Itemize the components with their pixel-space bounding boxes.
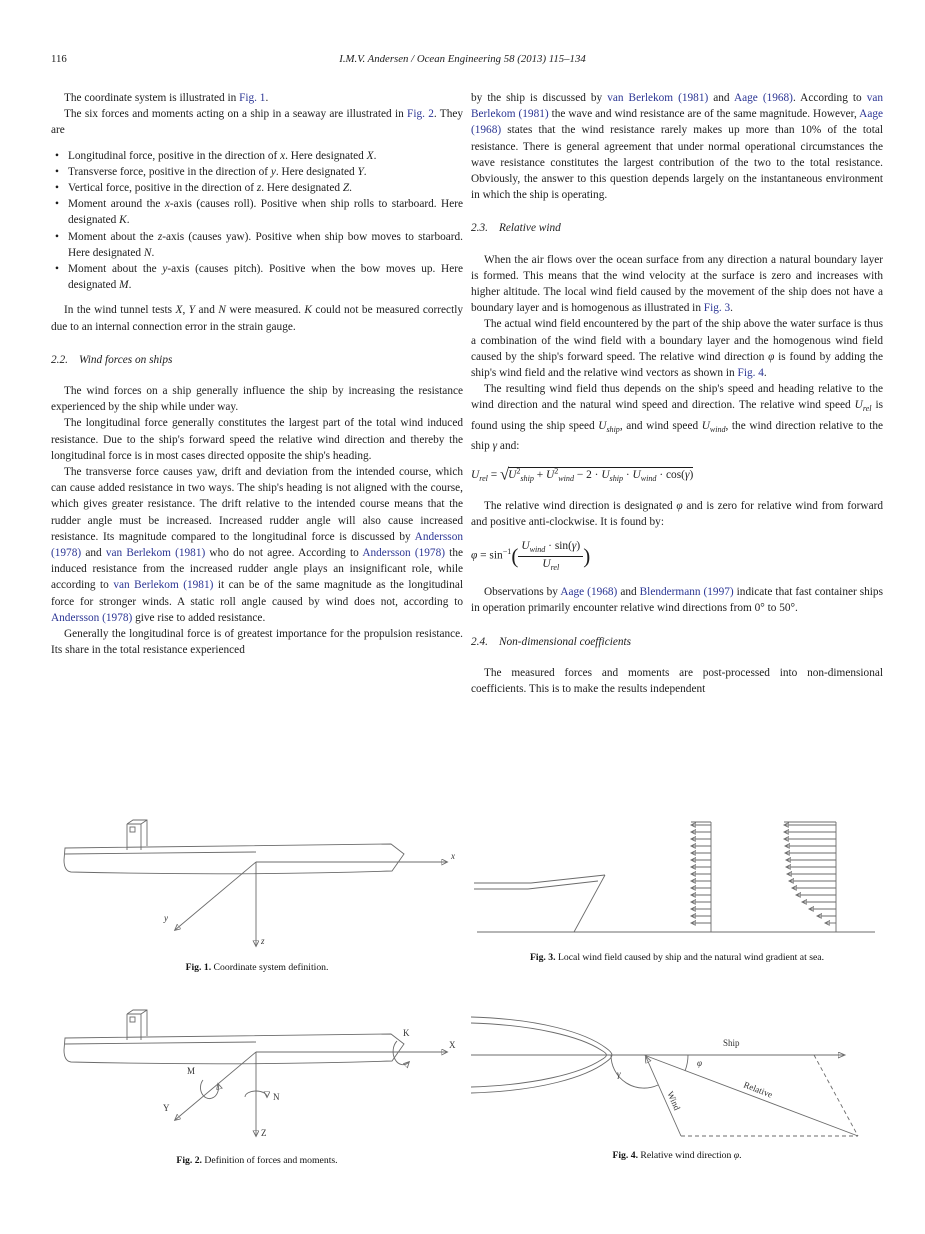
bullet-item: • Longitudinal force, positive in the direction of x. Here designated X. [51,148,463,164]
y-axis [175,862,256,930]
paragraph: The coordinate system is illustrated in Fig. 1. [64,92,269,104]
ref-van-berlekom-1981[interactable]: van Berlekom (1981) [113,579,214,592]
gamma-angle-label: γ [617,1069,621,1079]
axis-label-Z: Z [261,1128,267,1138]
paragraph: In the wind tunnel tests X, Y and N were measured. K could not be measured correctly due to an internal connection error in the strain gauge. [51,304,463,333]
equation-relative-wind-direction [471,539,883,573]
paragraph: Generally the longitudinal force is of greatest importance for the propulsion resistance. Its share in the total resistance experienced [51,628,463,657]
ship-deck-line [65,1042,256,1044]
ref-van-berlekom-1981[interactable]: van Berlekom (1981) [607,92,709,104]
roll-moment-arrow [393,1041,409,1065]
bullet-item: • Moment about the y-axis (causes pitch). Positive when the bow moves up. Here designated M. [51,261,463,293]
paragraph: The measured forces and moments are post-processed into non-dimensional coefficients. This is to make the results independent [471,666,883,696]
ref-fig-1[interactable]: Fig. 1 [239,92,266,104]
section-title: Wind forces on ships [78,353,173,366]
relative-vector-label: Relative [742,1079,774,1100]
gradient-wind-arrows [784,825,836,923]
ref-andersson-1978[interactable]: Andersson (1978) [362,547,445,560]
paragraph: The transverse force causes yaw, drift and deviation from the intended course, which can cause added resistance in two ways. The ship's heading is not aligned with the course, which gives greater resistance. The drift relative to the intended course means that the rudder angle must be increased. Increased rudder angle will also cause increased resistance. Its magnitude compared to the longitudinal force is discussed by Andersson (1978) and van Berlekom (1981) who do not agree. According to Andersson (1978) the induced resistance from the increased rudder angle plays an insignificant role, while according to van Berlekom (1981) it can be of the same magnitude as the longitudinal force for stronger winds. A static roll angle caused by wind does not, according to Andersson (1978) give rise to added resistance. [51,466,464,624]
figure-1 [51,810,463,974]
paragraph: Observations by Aage (1968) and Blendermann (1997) indicate that fast container ships in operation primarily encounter relative wind directions from 0° to 50°. [471,586,883,615]
left-column [51,90,463,659]
uniform-wind-arrows [691,825,711,923]
ref-fig-4[interactable]: Fig. 4 [737,367,764,380]
bullet-item: • Vertical force, positive in the direction of z. Here designated Z. [51,180,463,196]
page-number: 116 [51,53,67,65]
ship-hull-outline [64,844,404,874]
figure-1-diagram [51,810,463,955]
ship-bow-profile [474,875,605,932]
section-heading-2-4 [471,634,883,650]
bullet-list [51,148,463,294]
bullet-item: • Moment around the x-axis (causes roll). Positive when ship rolls to starboard. Here designated K. [51,196,463,228]
fraction-denominator: $U_{rel}$ [542,557,560,572]
ref-aage-1968[interactable]: Aage (1968) [560,586,618,599]
phi-angle-label: φ [697,1058,702,1068]
section-number: 2.4. [471,635,488,648]
section-number: 2.2. [51,353,68,366]
figure-2-diagram [51,1000,463,1148]
bullet-item: • Transverse force, positive in the direction of y. Here designated Y. [51,164,463,180]
running-title: I.M.V. Andersen / Ocean Engineering 58 (2013) 115–134 [339,53,586,65]
paragraph: The wind forces on a ship generally influence the ship by increasing the resistance experienced by the ship while under way. [51,385,463,414]
fraction [518,539,583,573]
pitch-moment-arrow [200,1080,218,1099]
axis-label-x: x [451,851,455,861]
section-title: Relative wind [498,222,561,235]
paragraph: The six forces and moments acting on a ship in a seaway are illustrated in Fig. 2. They are [51,108,464,137]
right-column [471,90,883,697]
open-paren: ( [511,544,519,569]
paragraph: by the ship is discussed by van Berlekom (1981) and Aage (1968). According to van Berlekom (1981) the wave and wind resistance are of the same magnitude. However, Aage (1968) states that the wind resistance rarely makes up more than 10% of the total resistance. There is general agreement that under normal operational circumstances the wave resistance constitutes the largest contribution of the two to the total resistance. Obviously, the answer to this question depends largely on the instantaneous environment in which the ship is operating. [471,92,884,202]
equation-lhs: $U_{rel}$ = [471,468,501,483]
ship-superstructure [127,1010,147,1040]
figure-3-diagram [471,810,883,945]
exponent: −1 [502,547,512,557]
paragraph: The actual wind field encountered by the part of the ship above the water surface is thus a combination of the wind field with a boundary layer and the homogenous wind field caused by the ship's forward speed. The relative wind direction φ is found by adding the ship's wind field and the relative wind vectors as shown in Fig. 4. [471,318,883,380]
phi-angle-arc [685,1055,688,1071]
axis-label-z: z [261,936,265,946]
ref-andersson-1978[interactable]: Andersson (1978) [51,611,133,624]
figure-4 [471,1003,883,1162]
fraction-numerator: $U_{wind} \cdot \sin(\gamma)$ [518,539,583,557]
ship-vector-label: Ship [723,1038,740,1048]
ref-fig-2[interactable]: Fig. 2 [407,108,434,121]
ref-van-berlekom-1981[interactable]: van Berlekom (1981) [471,92,883,121]
ref-aage-1968[interactable]: Aage (1968) [733,92,793,104]
superstructure-window [130,1017,135,1022]
figure-2-caption: Fig. 2. Definition of forces and moments. [176,1155,338,1166]
section-number: 2.3. [471,222,488,235]
ship-deck-line [65,852,256,854]
figure-2 [51,1000,463,1167]
paragraph: The longitudinal force generally constitutes the largest part of the total wind induced resistance. Due to the ship's forward speed the relative wind direction and thereby the longitudinal force is in most cases directed opposite the ship's heading. [51,417,463,462]
bullet-item: • Moment about the z-axis (causes yaw). Positive when ship bow moves to starboard. Here designated N. [51,229,463,261]
ref-van-berlekom-1981[interactable]: van Berlekom (1981) [105,547,206,560]
paragraph: The resulting wind field thus depends on the ship's speed and heading relative to the wind direction and the natural wind speed and direction. The relative wind speed $U_{rel}$ is found using the ship speed $U_{ship}$, and wind speed $U_{wind}$, the wind direction relative to the ship γ and: [471,383,883,452]
section-heading-2-3 [471,220,883,236]
paragraph: The relative wind direction is designated φ and is zero for relative wind from forward and positive anti-clockwise. It is found by: [471,499,884,528]
radical-sign: √ [500,464,509,484]
figure-4-diagram [471,1003,883,1143]
section-title: Non-dimensional coefficients [498,635,632,648]
equation-relative-wind-speed [471,463,883,487]
moment-label-M: M [187,1066,196,1076]
figure-3-caption: Fig. 3. Local wind field caused by ship and the natural wind gradient at sea. [529,952,825,963]
ref-blendermann-1997[interactable]: Blendermann (1997) [639,586,734,599]
figure-3 [471,810,883,964]
moment-label-K: K [403,1028,410,1038]
y-axis [175,1052,256,1120]
moment-label-N: N [273,1092,280,1102]
section-heading-2-2 [51,352,463,368]
axis-label-Y: Y [163,1103,170,1113]
parallelogram-dashed-side [814,1055,858,1136]
superstructure-window [130,827,135,832]
close-paren: ) [583,544,591,569]
figure-1-caption: Fig. 1. Coordinate system definition. [185,962,329,973]
wind-vector-label: Wind [665,1089,683,1112]
equation-lhs: φ = sin [471,549,503,562]
axis-label-X: X [449,1040,456,1050]
ref-fig-3[interactable]: Fig. 3 [703,302,731,315]
figure-4-caption: Fig. 4. Relative wind direction φ. [612,1150,742,1161]
axis-label-y: y [164,913,168,923]
paragraph: When the air flows over the ocean surface from any direction a natural boundary layer is formed. This means that the wind velocity at the surface is zero and increases with higher altitude. The local wind field caused by the movement of the ship does not have a boundary layer and is homogenous as illustrated in Fig. 3. [471,253,883,315]
equation-radicand: $U^2_{ship} + U^2_{wind} - 2 \cdot U_{ship} \cdot U_{wind} \cdot \cos(\gamma)$ [508,466,694,483]
ship-superstructure [127,820,147,850]
ref-andersson-1978[interactable]: Andersson (1978) [51,530,463,560]
ref-aage-1968[interactable]: Aage (1968) [471,108,884,137]
ship-hull-outline [64,1034,404,1064]
